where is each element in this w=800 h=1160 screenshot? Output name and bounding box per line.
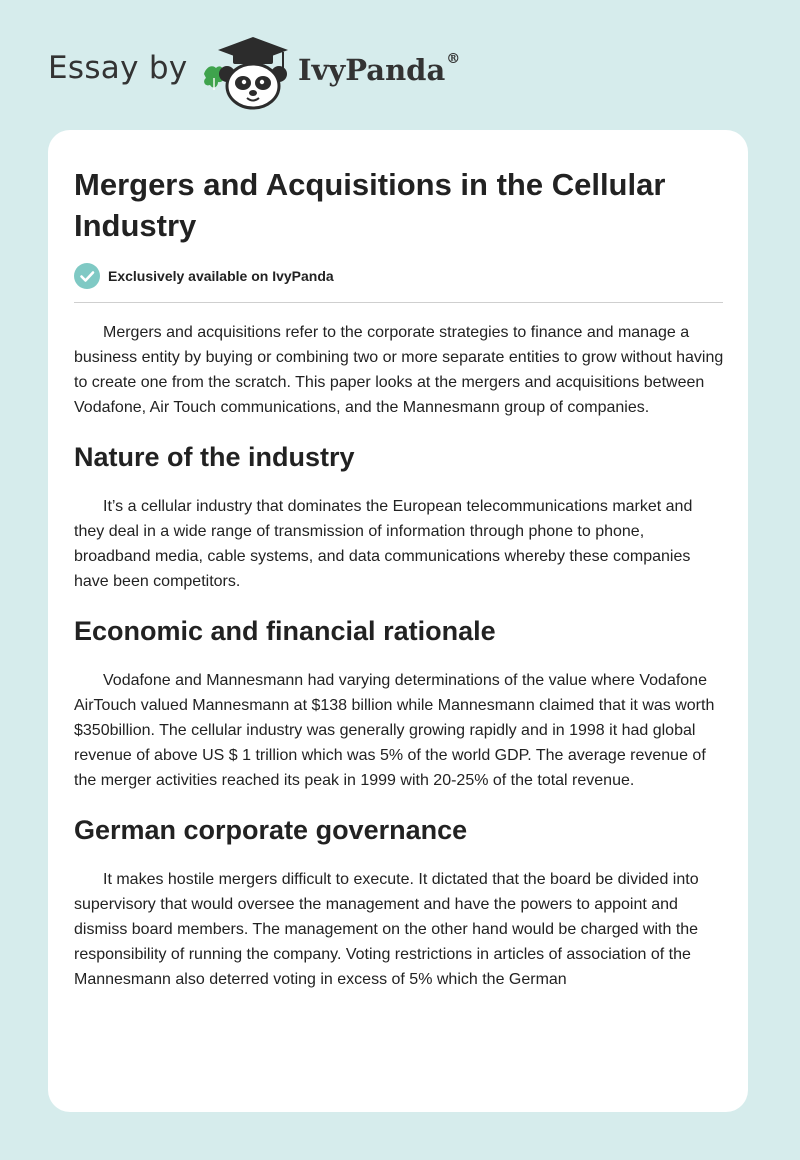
exclusive-badge	[74, 263, 334, 289]
check-circle-icon	[74, 263, 100, 289]
site-header	[48, 34, 508, 114]
section-heading: Nature of the industry	[74, 442, 355, 472]
section-heading: German corporate governance	[74, 815, 468, 845]
registered-mark: ®	[446, 51, 461, 67]
intro-paragraph: Mergers and acquisitions refer to the corporate strategies to finance and manage a business entity by buying or combining two or more separate entities to grow without having to create one from the scratch. This paper looks at the mergers and acquisitions between Vodafone, Air Touch communications, and the Mannesmann group of companies.	[74, 324, 724, 416]
section-paragraph: It’s a cellular industry that dominates the European telecommunications market and they deal in a wide range of transmission of information through phone to phone, broadband media, cable systems, and data communications whereby these companies have been competitors.	[74, 498, 693, 590]
page-title: Mergers and Acquisitions in the Cellular Industry	[74, 167, 666, 243]
brand-prefix: Essay by	[48, 50, 188, 86]
article-body	[74, 320, 724, 1012]
section-paragraph: Vodafone and Mannesmann had varying determinations of the value where Vodafone AirTouch valued Mannesmann at $138 billion while Mannesmann claimed that it was worth $350billion. The cellular industry was generally growing rapidly and in 1998 it had global revenue of above US $ 1 trillion which was 5% of the world GDP. The average revenue of the merger activities reached its peak in 1999 with 20-25% of the total revenue.	[74, 672, 715, 789]
divider	[74, 302, 723, 303]
article-card	[48, 130, 748, 1112]
panda-graduate-icon[interactable]	[200, 34, 292, 110]
section-paragraph: It makes hostile mergers difficult to execute. It dictated that the board be divided into supervisory that would oversee the management and have the powers to appoint and dismiss board members. The management on the other hand would be charged with the responsibility of running the company. Voting restrictions in articles of association of the Mannesmann also deterred voting in excess of 5% which the German	[74, 871, 699, 988]
section-heading: Economic and financial rationale	[74, 616, 496, 646]
brand-name[interactable]: IvyPanda®	[298, 51, 461, 87]
badge-label: Exclusively available on IvyPanda	[108, 268, 334, 284]
